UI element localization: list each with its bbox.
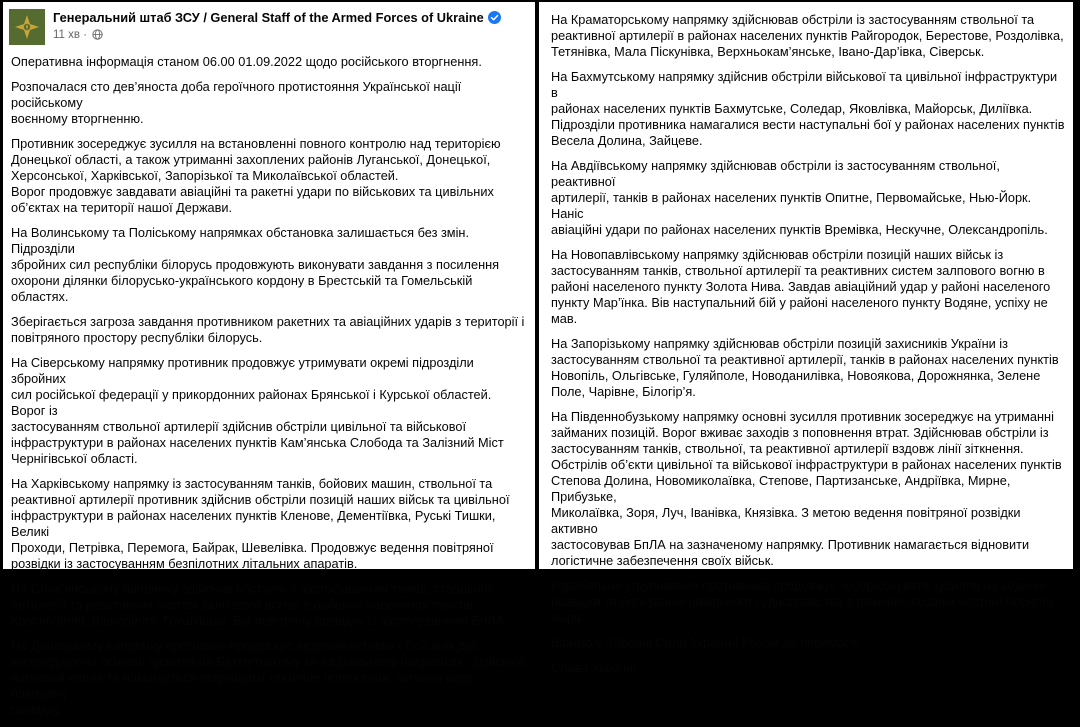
post-paragraph: Слава Україні! [551, 660, 637, 675]
post-right-column [539, 2, 1073, 675]
post-header [9, 7, 529, 45]
post-paragraph: Оперативна інформація станом 06.00 01.09.2022 щодо російського вторгнення. [11, 54, 482, 69]
avatar[interactable] [9, 9, 45, 45]
post-paragraph: На Харківському напрямку із застосуванням танків, бойових машин, ствольної та реактивної артилерії противник здійснив обстріли позицій наших військ та цивільної інфраструктури в районах населених пунктів Кленове, Дементіївка, Руські Тишки, Великі Проходи, Петрівка, Перемога, Байрак, Шевелівка. Продовжує ведення повітряної розвідки із застосуванням безпілотних літальних апаратів. [11, 476, 510, 571]
post-paragraph: Противник зосереджує зусилля на встановленні повного контролю над територією Донецької області, а також утриманні захоплених районів Луганської, Донецької, Херсонської, Харківської, Запорізької та Миколаївської областей. Ворог продовжує завдавати авіаційні та ракетні удари по військових та цивільних об’єктах на території нашої Держави. [11, 136, 501, 215]
armed-forces-emblem-icon [9, 9, 45, 45]
post-paragraph: Віримо у Збройні Сили України! Разом до перемоги! [551, 635, 860, 650]
post-paragraph: На Волинському та Поліському напрямках обстановка залишається без змін. Підрозділи збройних сил республіки білорусь продовжують виконувати завдання з посилення охорони ділянки білорусько-українського кордону в Брестській та Гомельській областях. [11, 225, 500, 304]
post-time[interactable]: 11 хв [53, 29, 80, 41]
post-paragraph: На Авдіївському напрямку здійснював обстріли із застосуванням ствольної, реактивної артилерії, танків в районах населених пунктів Опитне, Первомайське, Нью-Йорк. Наніс авіаційні удари по районах населених пунктів Времівка, Нескучне, Олександропіль. [551, 158, 1048, 237]
post-paragraph: На Слов’янському напрямку здійснив обстріли з застосуванням танків, ствольної артилерії та реактивних систем залпового вогню в районах населених пунктів Краснопілля, Вірнопілля, Грушуваха. Вів повітряну розвідку із застосуванням БпЛА. [11, 581, 508, 628]
post-paragraph: На Донецькому напрямку противник продовжує ведення активних бойових дій, зосереджуючи основні зусилля на Бахмутському та Авдіївському напрямках. Здійснює вогневий вплив та намагається покращити тактичне положення, активно веде повітряну розвідку. [11, 638, 526, 717]
post-paragraph: Розпочалася сто дев’яноста доба героїчного протистояння Української нації російському воєнному вторгненню. [11, 79, 462, 126]
post-author[interactable]: Генеральний штаб ЗСУ / General Staff of the Armed Forces of Ukraine [53, 10, 484, 25]
post-paragraph: На Південнобузькому напрямку основні зусилля противник зосереджує на утриманні займаних позицій. Ворог вживає заходів з поповнення втрат. Здійснював обстріли із застосуванням танків, ствольної, та реактивної артилерії вздовж лінії зіткнення. Обстрілів об’єкти цивільної та військової інфраструктури в районах населених пунктів Степова Долина, Новомиколаївка, Степове, Партизанське, Андріївка, Мирне, Прибузьке, Миколаївка, Зоря, Луч, Іванівка, Князівка. З метою ведення повітряної розвідки активно застосовував БпЛА на зазначеному напрямку. Противник намагається відновити логістичне забезпечення своїх військ. [551, 409, 1062, 568]
post-meta [53, 29, 103, 43]
verified-badge-icon [488, 11, 501, 27]
post-paragraph: На Новопавлівському напрямку здійснював обстріли позицій наших військ із застосуванням танків, ствольної артилерії та реактивних систем залпового вогню в районі населеного пункту Золота Нива. Завдав авіаційний удар у районі населеного пункту Мар’їнка. Вів наступальний бій у районі населеного пункту Водяне, успіху не мав. [551, 247, 1051, 326]
meta-separator: · [83, 29, 88, 41]
post-body-left [11, 54, 529, 727]
post-body-right [551, 12, 1067, 685]
post-paragraph: Корабельне угруповання противника продовжує зосереджувати зусилля на веденні розвідки та блокуванні цивільного судноплавства в північно-західній частині Чорного моря. [551, 578, 1054, 625]
post-left-column [3, 2, 535, 717]
post-paragraph: На Сіверському напрямку противник продовжує утримувати окремі підрозділи збройних сил російської федерації у прикордонних районах Брянської і Курської областей. Ворог із застосуванням ствольної артилерії здійснив обстріли цивільної та військової інфраструктури в районах населених пунктів Кам’янська Слобода та Залізний Міст Чернігівської області. [11, 355, 504, 466]
post-paragraph: На Бахмутському напрямку здійснив обстріли військової та цивільної інфраструктури в районах населених пунктів Бахмутське, Соледар, Яковлівка, Майорськ, Диліївка. Підрозділи противника намагалися вести наступальні бої у районах населених пунктів Весела Долина, Зайцеве. [551, 69, 1065, 148]
globe-icon [92, 29, 103, 43]
post-paragraph: Зберігається загроза завдання противником ракетних та авіаційних ударів з території і повітряного простору республіки білорусь. [11, 314, 525, 345]
post-paragraph: На Краматорському напрямку здійснював обстріли із застосуванням ствольної та реактивної артилерії в районах населених пунктів Райгородок, Берестове, Роздолівка, Тетянівка, Мала Піскунівка, Верхньокам’янське, Івано-Дар’івка, Сіверськ. [551, 12, 1064, 59]
post-author-link[interactable] [53, 10, 501, 27]
post-paragraph: На Запорізькому напрямку здійснював обстріли позицій захисників України із застосуванням ствольної та реактивної артилерії, танків в районах населених пунктів Новопіль, Ольгівське, Гуляйполе, Новоданилівка, Новоякова, Дорожнянка, Зелене Поле, Чарівне, Білогір’я. [551, 336, 1059, 399]
